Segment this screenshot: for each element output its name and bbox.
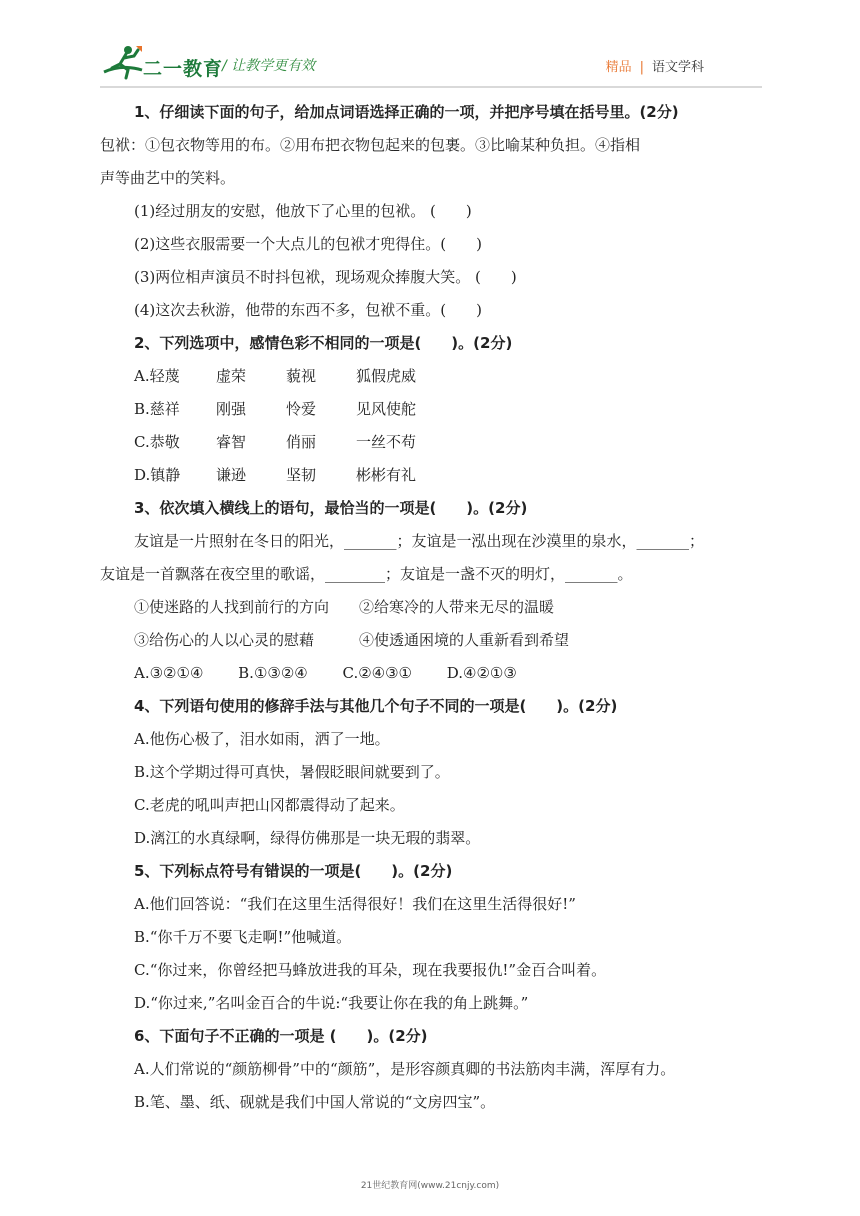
q5-option-d: D.“你过来,”名叫金百合的牛说:“我要让你在我的角上跳舞。” xyxy=(134,994,529,1012)
q1-item-2: (2)这些衣服需要一个大点儿的包袱才兜得住。( ) xyxy=(134,235,482,253)
q3-passage-line-1: 友谊是一片照射在冬日的阳光，_______；友谊是一泓出现在沙漠里的泉水，_______； xyxy=(134,532,705,550)
q4-option-d: D.漓江的水真绿啊，绿得仿佛那是一块无瑕的翡翠。 xyxy=(134,829,481,847)
slogan: / 让教学更有效 xyxy=(222,58,316,74)
q2-d-word-4: 彬彬有礼 xyxy=(356,466,417,484)
q3-answer-options: A.③②①④ B.①③②④ C.②④③① D.④②①③ xyxy=(134,664,517,682)
q2-b-word-4: 见风使舵 xyxy=(356,400,417,418)
q6-option-a: A.人们常说的“颜筋柳骨”中的“颜筋”，是形容颜真卿的书法筋肉丰满，浑厚有力。 xyxy=(134,1060,676,1078)
q2-option-c xyxy=(134,426,762,459)
q2-a-word-4: 狐假虎威 xyxy=(356,367,417,385)
q2-a-word-3: 藐视 xyxy=(286,367,317,385)
q4-option-b: B.这个学期过得可真快，暑假眨眼间就要到了。 xyxy=(134,763,450,781)
question-3-title: 3、依次填入横线上的语句，最恰当的一项是( )。(2分) xyxy=(134,499,528,517)
q2-c-word-2: 睿智 xyxy=(216,433,247,451)
q4-option-c: C.老虎的吼叫声把山冈都震得动了起来。 xyxy=(134,796,405,814)
q2-option-d xyxy=(134,459,762,492)
q3-choices-line-2: ③给伤心的人以心灵的慰藉 ④使透通困境的人重新看到希望 xyxy=(134,631,570,649)
logo-text: 二一教育 xyxy=(143,58,224,80)
q5-option-b: B.“你千万不要飞走啊!”他喊道。 xyxy=(134,928,352,946)
q4-option-a: A.他伤心极了，泪水如雨，洒了一地。 xyxy=(134,730,390,748)
question-1-title: 1、仔细读下面的句子，给加点词语选择正确的一项，并把序号填在括号里。(2分) xyxy=(134,103,679,121)
q2-option-b xyxy=(134,393,762,426)
question-4-title: 4、下列语句使用的修辞手法与其他几个句子不同的一项是( )。(2分) xyxy=(134,697,618,715)
tag-separator: | xyxy=(639,60,644,75)
page-footer: 21世纪教育网(www.21cnjy.com) xyxy=(360,1181,500,1191)
q5-option-a: A.他们回答说：“我们在这里生活得很好！我们在这里生活得很好!” xyxy=(134,895,576,913)
q2-a-word-1: A.轻蔑 xyxy=(134,367,180,385)
header-divider xyxy=(100,86,762,88)
q3-passage-line-2: 友谊是一首飘落在夜空里的歌谣，________；友谊是一盏不灭的明灯，_______。 xyxy=(100,565,633,583)
question-5-title: 5、下列标点符号有错误的一项是( )。(2分) xyxy=(134,862,453,880)
q2-b-word-1: B.慈祥 xyxy=(134,400,180,418)
q1-item-4: (4)这次去秋游，他带的东西不多，包袱不重。( ) xyxy=(134,301,482,319)
exam-content xyxy=(100,96,762,1119)
subject-tag xyxy=(606,56,704,75)
question-6-title: 6、下面句子不正确的一项是 ( )。(2分) xyxy=(134,1027,428,1045)
q6-option-b: B.笔、墨、纸、砚就是我们中国人常说的“文房四宝”。 xyxy=(134,1093,496,1111)
q2-d-word-2: 谦逊 xyxy=(216,466,247,484)
q2-d-word-1: D.镇静 xyxy=(134,466,181,484)
question-2-title: 2、下列选项中，感情色彩不相同的一项是( )。(2分) xyxy=(134,334,513,352)
q1-definition-line-1: 包袱：①包衣物等用的布。②用布把衣物包起来的包裹。③比喻某种负担。④指相 xyxy=(100,136,641,154)
q2-b-word-3: 怜爱 xyxy=(286,400,317,418)
q2-d-word-3: 坚韧 xyxy=(286,466,317,484)
q2-a-word-2: 虚荣 xyxy=(216,367,247,385)
q3-choices-line-1: ①使迷路的人找到前行的方向 ②给寒冷的人带来无尽的温暖 xyxy=(134,598,555,616)
subject-label: 语文学科 xyxy=(651,60,704,75)
q2-c-word-3: 俏丽 xyxy=(286,433,317,451)
q2-c-word-1: C.恭敬 xyxy=(134,433,180,451)
q2-c-word-4: 一丝不苟 xyxy=(356,433,417,451)
q2-option-a xyxy=(134,360,762,393)
q2-b-word-2: 刚强 xyxy=(216,400,247,418)
q1-item-3: (3)两位相声演员不时抖包袱，现场观众捧腹大笑。 ( ) xyxy=(134,268,517,286)
page-header xyxy=(0,0,860,90)
q1-item-1: (1)经过朋友的安慰，他放下了心里的包袱。 ( ) xyxy=(134,202,472,220)
q5-option-c: C.“你过来，你曾经把马蜂放进我的耳朵，现在我要报仇!”金百合叫着。 xyxy=(134,961,607,979)
quality-tag: 精品 xyxy=(605,60,632,75)
q1-definition-line-2: 声等曲艺中的笑料。 xyxy=(100,169,236,187)
